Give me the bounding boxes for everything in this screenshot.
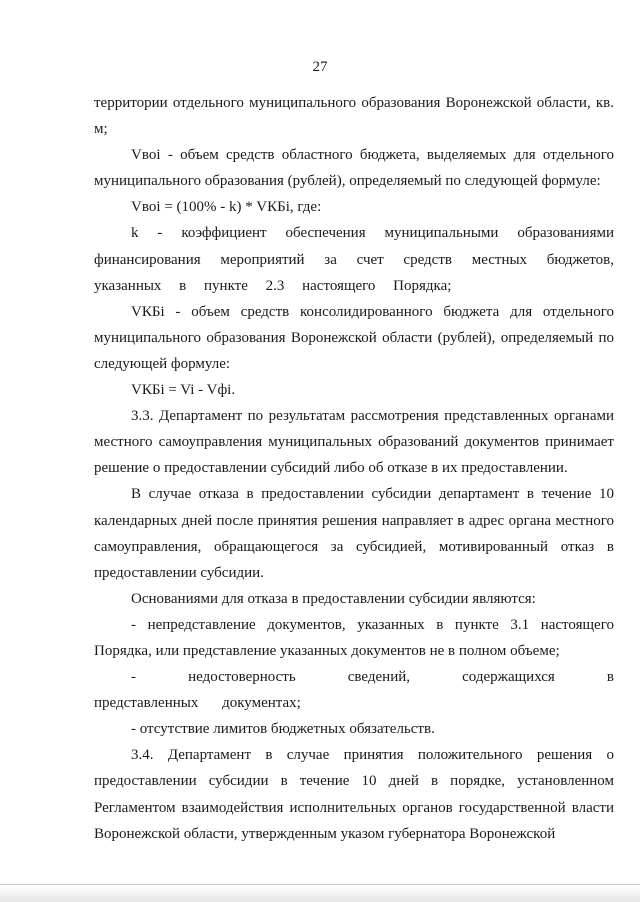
- formula-vboi: Vвoi = (100% - k) * VКБi, где:: [131, 199, 322, 216]
- list-item-inaccuracy: - недостоверность сведений, содержащихся в представленных документах;: [94, 669, 614, 712]
- paragraph-3-3: 3.3. Департамент по результатам рассмотрения представленных органами местного самоуправления муниципальных образований документов принимает решение о предоставлении субсидий либо об отказе в их предоставлении.: [94, 408, 614, 477]
- paragraph-vboi-definition: Vвoi - объем средств областного бюджета, выделяемых для отдельного муниципального образования (рублей), определяемый по следующей формуле:: [94, 147, 614, 190]
- scan-bottom-edge: [0, 886, 640, 902]
- page-number: 27: [312, 59, 328, 75]
- paragraph-3-4: 3.4. Департамент в случае принятия положительного решения о предоставлении субсидии в течение 10 дней в порядке, установленном Регламентом взаимодействия исполнительных органов государственной власти Воронежской области, утвержденным указом губернатора Воронежской: [94, 747, 614, 842]
- scan-edge-line: [0, 884, 640, 885]
- paragraph-territory-continuation: территории отдельного муниципального образования Воронежской области, кв. м;: [94, 95, 614, 138]
- paragraph-k-definition: k - коэффициент обеспечения муниципальными образованиями финансирования мероприятий за счет средств местных бюджетов, указанных в пункте 2.3 настоящего Порядка;: [94, 225, 614, 294]
- paragraph-vkbi-definition: VКБi - объем средств консолидированного бюджета для отдельного муниципального образования Воронежской области (рублей), определяемый по следующей формуле:: [94, 303, 614, 372]
- formula-vkbi: VКБi = Vi - Vфi.: [131, 382, 236, 399]
- list-item-non-submission: - непредставление документов, указанных в пункте 3.1 настоящего Порядка, или представление указанных документов не в полном объеме;: [94, 616, 614, 659]
- paragraph-refusal-grounds-heading: Основаниями для отказа в предоставлении субсидии являются:: [131, 590, 536, 607]
- list-item-no-limits: - отсутствие лимитов бюджетных обязательств.: [131, 721, 435, 738]
- paragraph-refusal-notice: В случае отказа в предоставлении субсидии департамент в течение 10 календарных дней после принятия решения направляет в адрес органа местного самоуправления, обращающегося за субсидией, мотивированный отказ в предоставлении субсидии.: [94, 486, 614, 581]
- document-body: [94, 90, 614, 847]
